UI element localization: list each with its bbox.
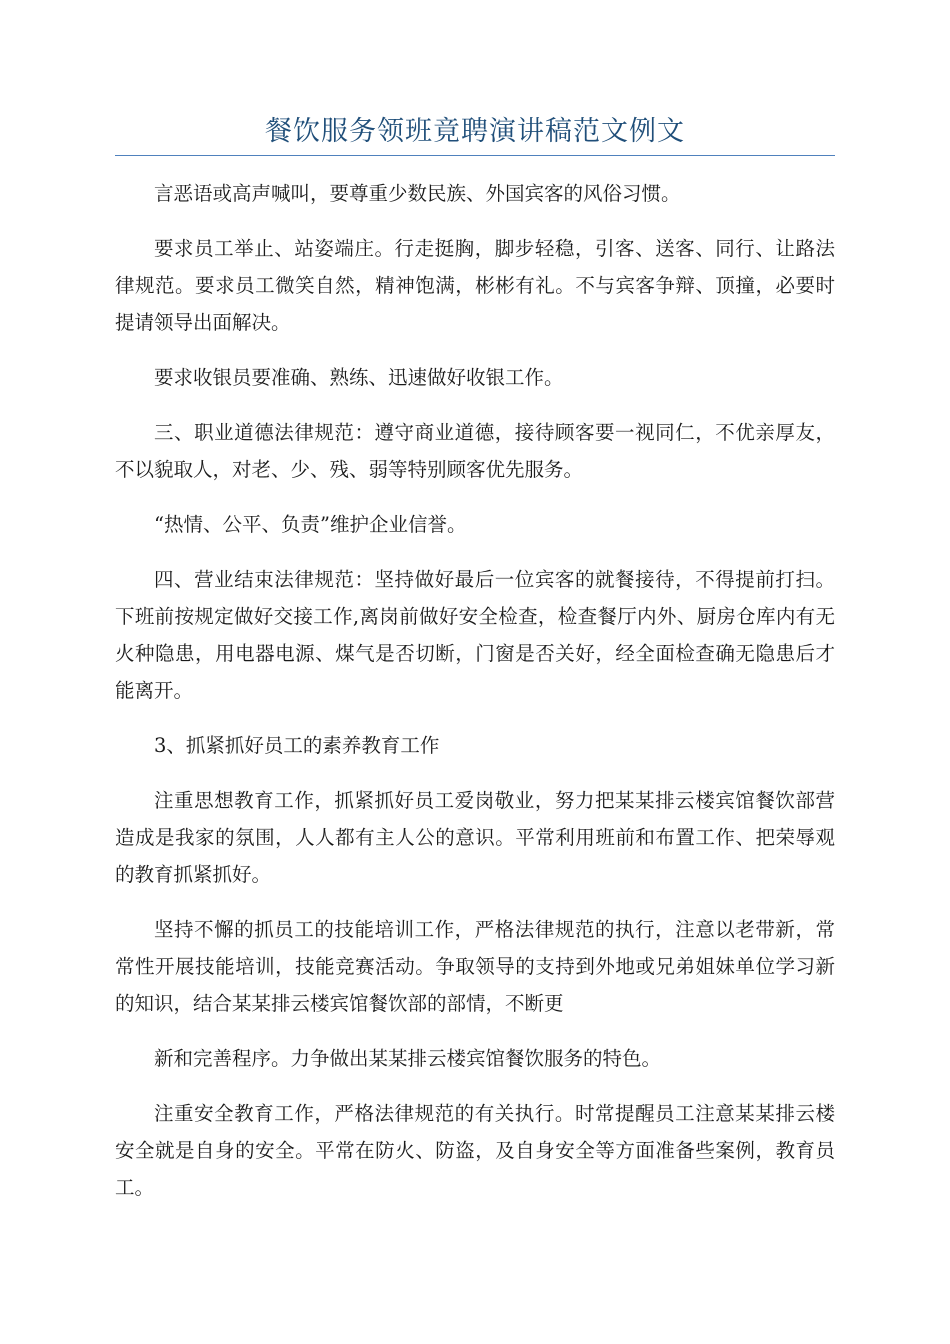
paragraph-10: 新和完善程序。力争做出某某排云楼宾馆餐饮服务的特色。 [154, 1047, 662, 1070]
paragraph-11: 注重安全教育工作，严格法律规范的有关执行。时常提醒员工注意某某排云楼安全就是自身的安全。平常在防火、防盗，及自身安全等方面准备些案例，教育员工。 [115, 1102, 835, 1199]
paragraph-4: 三、职业道德法律规范：遵守商业道德，接待顾客要一视同仁，不优亲厚友，不以貌取人，对老、少、残、弱等特别顾客优先服务。 [115, 421, 835, 481]
document-title: 餐饮服务领班竟聘演讲稿范文例文 [265, 116, 685, 147]
paragraph-7: 3、抓紧抓好员工的素养教育工作 [154, 734, 440, 757]
paragraph-2: 要求员工举止、站姿端庄。行走挺胸，脚步轻稳，引客、送客、同行、让路法律规范。要求员工微笑自然，精神饱满，彬彬有礼。不与宾客争辩、顶撞，必要时提请领导出面解决。 [115, 237, 835, 334]
paragraph-8: 注重思想教育工作，抓紧抓好员工爱岗敬业，努力把某某排云楼宾馆餐饮部营造成是我家的氛围，人人都有主人公的意识。平常利用班前和布置工作、把荣辱观的教育抓紧抓好。 [115, 789, 835, 886]
paragraph-1: 言恶语或高声喊叫，要尊重少数民族、外国宾客的风俗习惯。 [154, 182, 681, 205]
title-underline [115, 155, 835, 156]
paragraph-6: 四、营业结束法律规范：坚持做好最后一位宾客的就餐接待，不得提前打扫。下班前按规定做好交接工作,离岗前做好安全检查，检查餐厅内外、厨房仓库内有无火种隐患，用电器电源、煤气是否切断，门窗是否关好，经全面检查确无隐患后才能离开。 [115, 568, 835, 702]
paragraph-5: “热情、公平、负责”维护企业信誉。 [154, 513, 467, 536]
document-body [115, 175, 835, 1224]
paragraph-9: 坚持不懈的抓员工的技能培训工作，严格法律规范的执行，注意以老带新，常常性开展技能培训，技能竞赛活动。争取领导的支持到外地或兄弟姐妹单位学习新的知识，结合某某排云楼宾馆餐饮部的部情，不断更 [115, 918, 835, 1015]
paragraph-3: 要求收银员要准确、熟练、迅速做好收银工作。 [154, 366, 564, 389]
